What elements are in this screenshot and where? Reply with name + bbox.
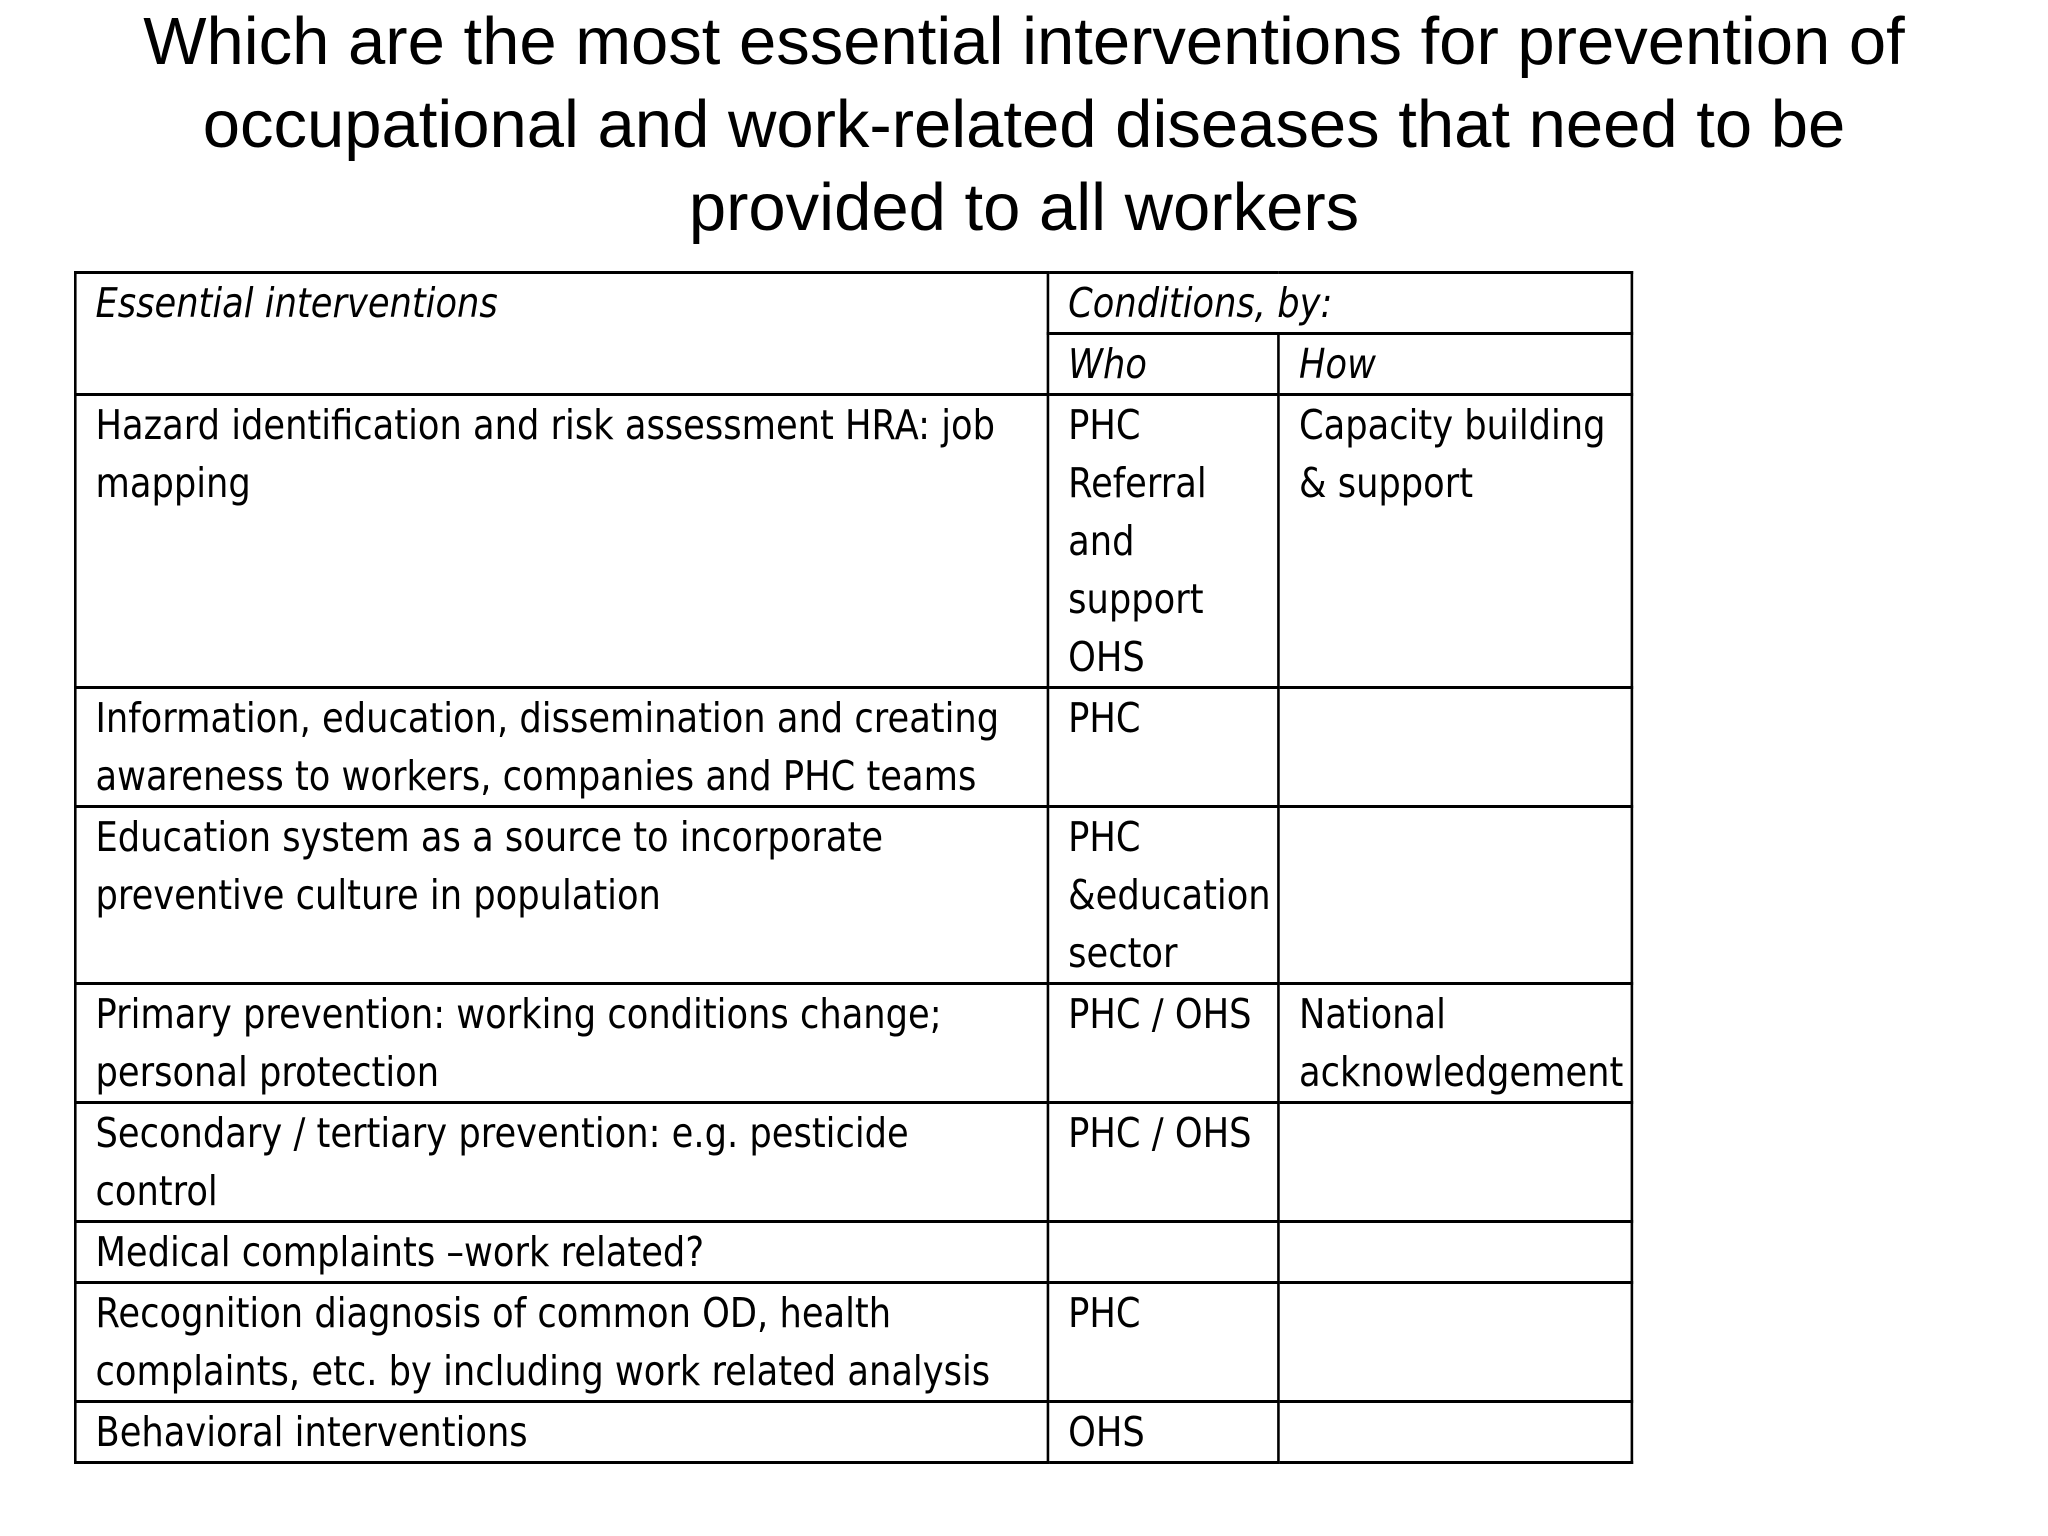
who-cell: OHS xyxy=(1048,1402,1279,1463)
how-cell xyxy=(1279,1222,1632,1283)
header-essential-interventions: Essential interventions xyxy=(75,273,1048,395)
table-row xyxy=(75,395,1631,688)
who-cell: PHC xyxy=(1048,1283,1279,1402)
header-conditions-by: Conditions, by: xyxy=(1048,273,1632,334)
intervention-cell: Behavioral interventions xyxy=(75,1402,1048,1463)
how-cell xyxy=(1279,807,1632,984)
how-cell xyxy=(1279,1402,1632,1463)
intervention-cell: Hazard identification and risk assessment HRA: job mapping xyxy=(75,395,1048,688)
table-row xyxy=(75,984,1631,1103)
header-who: Who xyxy=(1048,334,1279,395)
intervention-cell: Medical complaints –work related? xyxy=(75,1222,1048,1283)
who-cell: PHC Referral and support OHS xyxy=(1048,395,1279,688)
who-cell: PHC / OHS xyxy=(1048,984,1279,1103)
table-row xyxy=(75,1283,1631,1402)
table-row xyxy=(75,688,1631,807)
title-line-3: provided to all workers xyxy=(688,170,1360,245)
who-cell: PHC / OHS xyxy=(1048,1103,1279,1222)
title-line-1: Which are the most essential interventions for prevention of xyxy=(143,4,1905,79)
intervention-cell: Recognition diagnosis of common OD, health complaints, etc. by including work related analysis xyxy=(75,1283,1048,1402)
how-cell: Capacity building & support xyxy=(1279,395,1632,688)
header-row xyxy=(75,273,1631,334)
intervention-cell: Education system as a source to incorporate preventive culture in population xyxy=(75,807,1048,984)
table-row xyxy=(75,1222,1631,1283)
table-row xyxy=(75,807,1631,984)
title-line-2: occupational and work-related diseases that need to be xyxy=(202,87,1846,162)
header-how: How xyxy=(1279,334,1632,395)
interventions-table xyxy=(74,271,1633,1464)
how-cell: National acknowledgement xyxy=(1279,984,1632,1103)
how-cell xyxy=(1279,1283,1632,1402)
slide-title xyxy=(60,0,1988,249)
intervention-cell: Secondary / tertiary prevention: e.g. pesticide control xyxy=(75,1103,1048,1222)
how-cell xyxy=(1279,1103,1632,1222)
who-cell: PHC &education sector xyxy=(1048,807,1279,984)
who-cell: PHC xyxy=(1048,688,1279,807)
table-row xyxy=(75,1103,1631,1222)
who-cell xyxy=(1048,1222,1279,1283)
how-cell xyxy=(1279,688,1632,807)
intervention-cell: Primary prevention: working conditions change; personal protection xyxy=(75,984,1048,1103)
intervention-cell: Information, education, dissemination and creating awareness to workers, companies and PHC teams xyxy=(75,688,1048,807)
table-row xyxy=(75,1402,1631,1463)
